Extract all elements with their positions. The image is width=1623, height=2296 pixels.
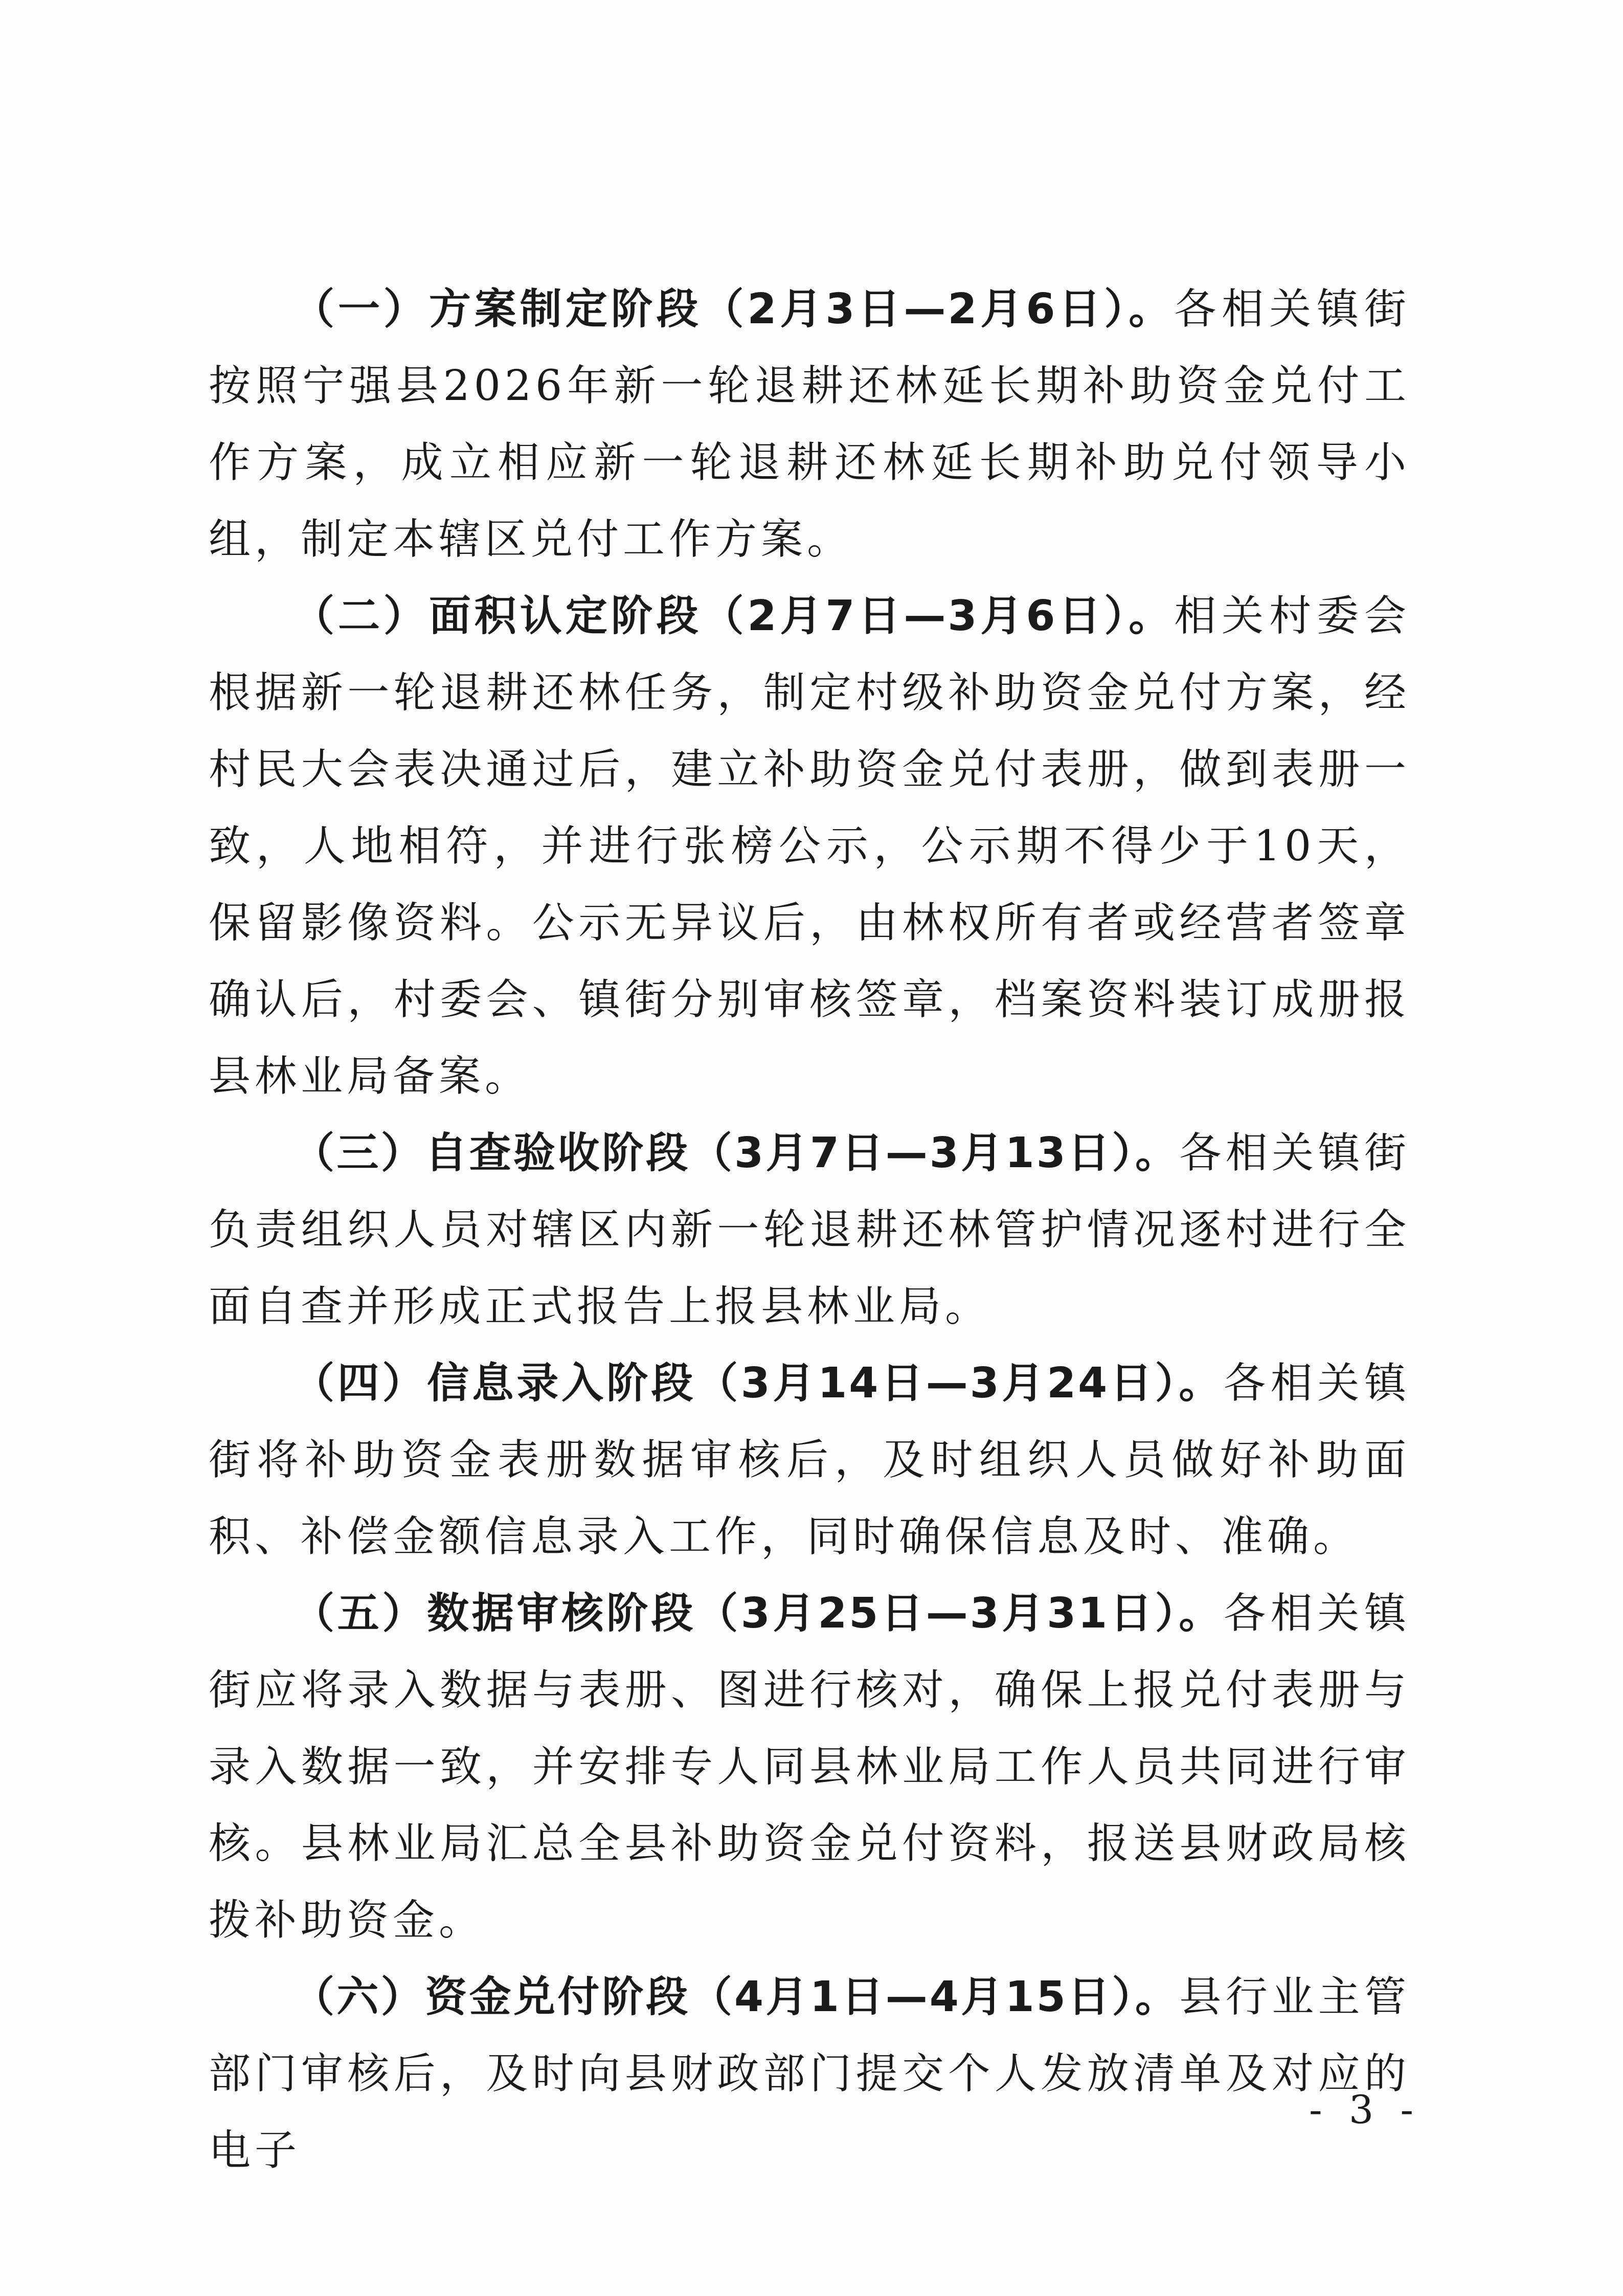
section-5-paragraph	[209, 1575, 1410, 1959]
section-3-body: 各相关镇街负责组织人员对辖区内新一轮退耕还林管护情况逐村进行全面自查并形成正式报告上报县林业局。	[209, 1129, 1410, 1331]
section-5-heading: （五）数据审核阶段（3月25日—3月31日）。	[292, 1589, 1224, 1638]
page-number: - 3 -	[1309, 2087, 1421, 2132]
section-2-heading: （二）面积认定阶段（2月7日—3月6日）。	[292, 592, 1175, 640]
section-6-heading: （六）资金兑付阶段（4月1日—4月15日）。	[292, 1973, 1180, 2021]
section-5-body: 各相关镇街应将录入数据与表册、图进行核对，确保上报兑付表册与录入数据一致，并安排专人同县林业局工作人员共同进行审核。县林业局汇总全县补助资金兑付资料，报送县财政局核拨补助资金。	[209, 1589, 1410, 1945]
section-1-paragraph	[209, 271, 1410, 578]
section-6-body: 县行业主管部门审核后，及时向县财政部门提交个人发放清单及对应的电子	[209, 1973, 1410, 2175]
section-3-paragraph	[209, 1115, 1410, 1345]
document-body	[209, 271, 1410, 2189]
section-3-heading: （三）自查验收阶段（3月7日—3月13日）。	[292, 1129, 1180, 1177]
section-2-paragraph	[209, 578, 1410, 1115]
section-4-body: 各相关镇街将补助资金表册数据审核后，及时组织人员做好补助面积、补偿金额信息录入工作，同时确保信息及时、准确。	[209, 1359, 1410, 1561]
section-4-paragraph	[209, 1345, 1410, 1575]
section-6-paragraph	[209, 1959, 1410, 2189]
section-2-body: 相关村委会根据新一轮退耕还林任务，制定村级补助资金兑付方案，经村民大会表决通过后，建立补助资金兑付表册，做到表册一致，人地相符，并进行张榜公示，公示期不得少于10天，保留影像资料。公示无异议后，由林权所有者或经营者签章确认后，村委会、镇街分别审核签章，档案资料装订成册报县林业局备案。	[209, 592, 1410, 1101]
section-4-heading: （四）信息录入阶段（3月14日—3月24日）。	[292, 1359, 1224, 1408]
section-1-body: 各相关镇街按照宁强县2026年新一轮退耕还林延长期补助资金兑付工作方案，成立相应新一轮退耕还林延长期补助兑付领导小组，制定本辖区兑付工作方案。	[209, 285, 1410, 564]
section-1-heading: （一）方案制定阶段（2月3日—2月6日）。	[292, 285, 1175, 333]
